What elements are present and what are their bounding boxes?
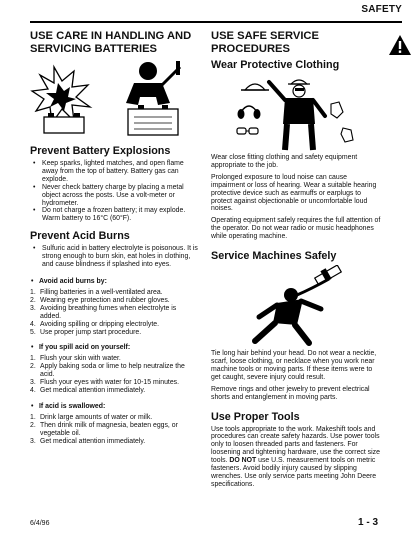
explosion-icon xyxy=(32,67,90,133)
shaft-icon xyxy=(315,265,342,285)
earmuffs-icon xyxy=(238,106,261,119)
list-item: 4. Avoiding spilling or dripping electrolyte. xyxy=(30,320,159,328)
hard-hat-icon xyxy=(241,84,269,90)
proper-tools-heading: Use Proper Tools xyxy=(211,410,300,423)
right-column xyxy=(211,30,381,489)
protective-clothing-text xyxy=(211,154,381,241)
page-number: 1 - 3 xyxy=(358,517,379,528)
service-procedures-title: USE SAFE SERVICE PROCEDURES xyxy=(211,30,319,55)
paragraph: Remove rings and other jewelry to prevent electrical shorts and entanglement in moving parts. xyxy=(211,385,370,401)
paragraph: Wear close fitting clothing and safety equipment appropriate to the job. xyxy=(211,154,358,169)
list-item: 5. Use proper jump start procedure. xyxy=(30,328,142,336)
list-item: 1. Drink large amounts of water or milk. xyxy=(30,413,153,421)
left-column xyxy=(30,30,198,446)
gloves-icon xyxy=(331,102,353,142)
battery-explosions-heading: Prevent Battery Explosions xyxy=(30,145,171,157)
avoid-acid-burns-list xyxy=(30,289,198,336)
avoid-acid-burns-heading: • Avoid acid burns by: xyxy=(30,278,198,286)
list-item: 3. Avoiding breathing fumes when electrolyte is added. xyxy=(30,304,177,320)
footer-date: 6/4/96 xyxy=(30,520,50,527)
header-rule xyxy=(30,21,402,23)
list-item: • Keep sparks, lighted matches, and open flame away from the top of battery. Battery gas can explode. xyxy=(30,160,198,184)
page-header xyxy=(0,0,416,22)
warning-triangle-icon xyxy=(388,34,412,56)
list-item: • Sulfuric acid in battery electrolyte is poisonous. It is strong enough to burn skin, eat holes in clothing, and cause blindness if splashed into eyes. xyxy=(30,245,198,269)
battery-section-title: USE CARE IN HANDLING AND SERVICING BATTERIES xyxy=(30,30,192,55)
acid-swallowed-heading: • If acid is swallowed: xyxy=(30,403,198,411)
paragraph: Prolonged exposure to loud noise can cause impairment or loss of hearing. Wear a suitable hearing protective device such as earmuffs or earplugs to protect against objectionable or uncomfortable loud noises. xyxy=(211,173,377,213)
spill-acid-list xyxy=(30,355,198,395)
acid-swallowed-list xyxy=(30,414,198,446)
worker-icon xyxy=(269,80,325,150)
caught-person-icon xyxy=(255,279,329,343)
paragraph: Tie long hair behind your head. Do not wear a necktie, scarf, loose clothing, or necklace when you work near machine tools or moving parts. If these items were to get caught, severe injury could result. xyxy=(211,350,377,381)
list-item: • Never check battery charge by placing a metal object across the posts. Use a volt-meter or hydrometer. xyxy=(30,184,198,208)
entanglement-illustration xyxy=(211,265,381,347)
list-item: 4. Get medical attention immediately. xyxy=(30,387,146,395)
list-item: • Do not charge a frozen battery; it may explode. Warm battery to 16°C (60°F). xyxy=(30,207,198,223)
do-not-emphasis: DO NOT xyxy=(229,457,257,465)
service-machines-heading: Service Machines Safely xyxy=(211,250,337,263)
protective-clothing-heading: Wear Protective Clothing xyxy=(211,59,340,71)
person-hydrometer-icon xyxy=(126,61,180,135)
section-label: SAFETY xyxy=(361,4,402,15)
list-item: 3. Flush your eyes with water for 10-15 minutes. xyxy=(30,379,180,387)
proper-tools-text: Use tools appropriate to the work. Makeshift tools and procedures can create safety hazards. Use power tools only to loosen threaded parts and fasteners. For loosening and tightening hardware, use the correct size tools. DO NOT use U.S. measurement tools on metric fasteners. Avoid bodily injury caused by slipping wrenches. Use only service parts meeting John Deere specifications. xyxy=(211,425,380,488)
safety-goggles-icon xyxy=(237,128,258,134)
service-machines-text xyxy=(211,350,381,401)
acid-burns-heading: Prevent Acid Burns xyxy=(30,230,130,243)
list-item: 1. Flush your skin with water. xyxy=(30,355,121,363)
battery-explosions-list xyxy=(30,160,198,223)
spill-acid-heading: • If you spill acid on yourself: xyxy=(30,344,198,352)
protective-clothing-illustration xyxy=(211,74,381,152)
list-item: 2. Apply baking soda or lime to help neutralize the acid. xyxy=(30,363,185,379)
list-item: 2. Wearing eye protection and rubber gloves. xyxy=(30,296,170,304)
list-item: 2. Then drink milk of magnesia, beaten eggs, or vegetable oil. xyxy=(30,421,178,437)
paragraph: Operating equipment safely requires the full attention of the operator. Do not wear radio or music headphones while operating machine. xyxy=(211,217,381,241)
list-item: 1. Filling batteries in a well-ventilated area. xyxy=(30,288,163,296)
acid-burns-list xyxy=(30,245,198,269)
battery-explosion-illustration xyxy=(30,59,198,139)
list-item: 3. Get medical attention immediately. xyxy=(30,437,146,445)
